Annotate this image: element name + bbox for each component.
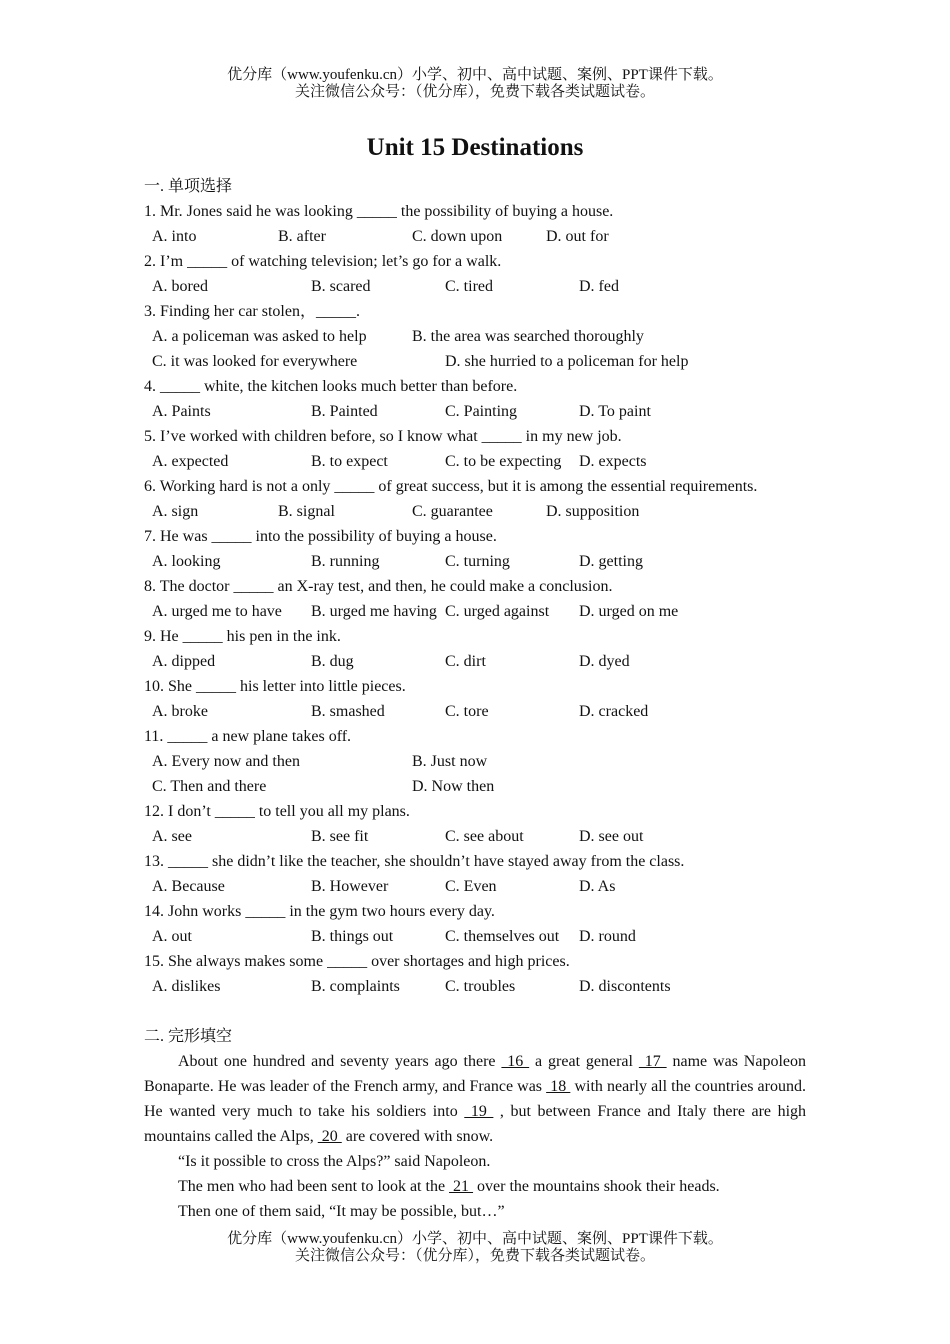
options-row [144, 324, 806, 349]
answer-option[interactable]: D. expects [579, 453, 647, 470]
section-1-title: 一. 单项选择 [144, 178, 233, 195]
answer-option[interactable]: B. scared [311, 278, 371, 295]
footer-line-2: 关注微信公众号：（优分库），免费下载各类试题试卷。 [294, 1248, 655, 1264]
passage-paragraph: Then one of them said, “It may be possible, but…” [178, 1203, 505, 1220]
answer-option[interactable]: A. expected [152, 453, 229, 470]
question-stem: 3. Finding her car stolen，_____. [144, 303, 360, 320]
answer-option[interactable]: A. into [152, 228, 197, 245]
document-body [144, 174, 806, 1224]
answer-option[interactable]: D. fed [579, 278, 619, 295]
blank-16: 16 [501, 1053, 530, 1070]
blank-19: 19 [464, 1103, 494, 1120]
answer-option[interactable]: A. broke [152, 703, 208, 720]
answer-option[interactable]: A. Because [152, 878, 225, 895]
passage-text: The men who had been sent to look at the [178, 1178, 450, 1195]
passage-text: a great general [529, 1053, 639, 1070]
answer-option[interactable]: B. urged me having [311, 603, 437, 620]
question-stem: 12. I don’t _____ to tell you all my plans. [144, 803, 410, 820]
header-line-2: 关注微信公众号：（优分库），免费下载各类试题试卷。 [294, 84, 655, 100]
answer-option[interactable]: B. signal [278, 503, 335, 520]
passage-paragraph: “Is it possible to cross the Alps?” said Napoleon. [178, 1153, 491, 1170]
question-stem: 1. Mr. Jones said he was looking _____ the possibility of buying a house. [144, 203, 614, 220]
answer-option[interactable]: B. Just now [412, 753, 488, 770]
question-stem: 2. I’m _____ of watching television; let’s go for a walk. [144, 253, 502, 270]
answer-option[interactable]: D. round [579, 928, 636, 945]
options-row [144, 549, 806, 574]
answer-option[interactable]: C. down upon [412, 228, 503, 245]
cloze-passage [144, 1049, 806, 1224]
answer-option[interactable]: C. Then and there [152, 778, 267, 795]
options-row [144, 649, 806, 674]
section-gap [144, 999, 806, 1024]
passage-text: are covered with snow. [341, 1128, 494, 1145]
answer-option[interactable]: B. complaints [311, 978, 400, 995]
answer-option[interactable]: D. dyed [579, 653, 630, 670]
answer-option[interactable]: D. she hurried to a policeman for help [445, 353, 689, 370]
blank-18: 18 [546, 1078, 571, 1095]
answer-option[interactable]: C. themselves out [445, 928, 560, 945]
answer-option[interactable]: B. after [278, 228, 326, 245]
question-stem: 14. John works _____ in the gym two hours every day. [144, 903, 495, 920]
answer-option[interactable]: C. tired [445, 278, 493, 295]
options-row [144, 274, 806, 299]
answer-option[interactable]: B. running [311, 553, 380, 570]
answer-option[interactable]: B. Painted [311, 403, 378, 420]
answer-option[interactable]: C. Even [445, 878, 497, 895]
answer-option[interactable]: A. urged me to have [152, 603, 282, 620]
footer-line-1: 优分库（www.youfenku.cn）小学、初中、高中试题、案例、PPT课件下载。 [227, 1231, 723, 1247]
answer-option[interactable]: D. out for [546, 228, 609, 245]
answer-option[interactable]: D. getting [579, 553, 643, 570]
answer-option[interactable]: C. Painting [445, 403, 518, 420]
options-row [144, 874, 806, 899]
answer-option[interactable]: B. things out [311, 928, 394, 945]
answer-option[interactable]: A. sign [152, 503, 199, 520]
options-row [144, 824, 806, 849]
passage-text: with nearly all the countries around. He wanted very much to take his soldiers into [144, 1078, 806, 1120]
blank-20: 20 [317, 1128, 342, 1145]
answer-option[interactable]: C. troubles [445, 978, 516, 995]
answer-option[interactable]: D. Now then [412, 778, 495, 795]
answer-option[interactable]: A. Paints [152, 403, 211, 420]
question-stem: 4. _____ white, the kitchen looks much better than before. [144, 378, 518, 395]
answer-option[interactable]: A. looking [152, 553, 221, 570]
answer-option[interactable]: C. turning [445, 553, 510, 570]
answer-option[interactable]: D. urged on me [579, 603, 679, 620]
options-row [144, 449, 806, 474]
section-2-title: 二. 完形填空 [144, 1028, 233, 1045]
answer-option[interactable]: B. see fit [311, 828, 369, 845]
answer-option[interactable]: A. dislikes [152, 978, 221, 995]
options-row [144, 749, 806, 774]
options-row [144, 224, 806, 249]
passage-text: name was Napoleon Bonaparte. He was leader of the French army, and France was [144, 1053, 807, 1095]
passage-paragraph [144, 1174, 806, 1199]
question-stem: 5. I’ve worked with children before, so I know what _____ in my new job. [144, 428, 622, 445]
passage-text: over the mountains shook their heads. [473, 1178, 720, 1195]
answer-option[interactable]: B. the area was searched thoroughly [412, 328, 644, 345]
answer-option[interactable]: A. bored [152, 278, 208, 295]
document-title: Unit 15 Destinations [366, 134, 584, 161]
options-row [144, 924, 806, 949]
answer-option[interactable]: C. it was looked for everywhere [152, 353, 358, 370]
options-row [144, 399, 806, 424]
blank-17: 17 [638, 1053, 667, 1070]
header-line-1: 优分库（www.youfenku.cn）小学、初中、高中试题、案例、PPT课件下载。 [227, 67, 723, 83]
answer-option[interactable]: D. To paint [579, 403, 651, 420]
answer-option[interactable]: A. dipped [152, 653, 216, 670]
question-stem: 9. He _____ his pen in the ink. [144, 628, 341, 645]
options-row [144, 499, 806, 524]
answer-option[interactable]: B. smashed [311, 703, 385, 720]
answer-option[interactable]: C. tore [445, 703, 489, 720]
answer-option[interactable]: A. a policeman was asked to help [152, 328, 367, 345]
question-stem: 10. She _____ his letter into little pieces. [144, 678, 406, 695]
page-header [0, 67, 950, 101]
answer-option[interactable]: A. see [152, 828, 192, 845]
answer-option[interactable]: A. out [152, 928, 192, 945]
passage-text: , but between France and Italy there are high mountains called the Alps, [144, 1103, 807, 1145]
question-stem: 13. _____ she didn’t like the teacher, she shouldn’t have stayed away from the class. [144, 853, 685, 870]
answer-option[interactable]: B. However [311, 878, 389, 895]
answer-option[interactable]: D. cracked [579, 703, 649, 720]
question-list [144, 199, 806, 999]
question-stem: 11. _____ a new plane takes off. [144, 728, 352, 745]
options-row [144, 974, 806, 999]
question-stem: 8. The doctor _____ an X-ray test, and then, he could make a conclusion. [144, 578, 613, 595]
blank-21: 21 [449, 1178, 474, 1195]
answer-option[interactable]: A. Every now and then [152, 753, 300, 770]
answer-option[interactable]: D. see out [579, 828, 644, 845]
answer-option[interactable]: C. urged against [445, 603, 550, 620]
question-stem: 15. She always makes some _____ over shortages and high prices. [144, 953, 570, 970]
options-row [144, 599, 806, 624]
options-row [144, 774, 806, 799]
answer-option[interactable]: D. discontents [579, 978, 671, 995]
answer-option[interactable]: C. to be expecting [445, 453, 562, 470]
passage-text: About one hundred and seventy years ago there [178, 1053, 502, 1070]
question-stem: 6. Working hard is not a only _____ of great success, but it is among the essential requirements. [144, 478, 758, 495]
answer-option[interactable]: B. to expect [311, 453, 388, 470]
options-row [144, 699, 806, 724]
answer-option[interactable]: D. As [579, 878, 616, 895]
options-row [144, 349, 806, 374]
question-stem: 7. He was _____ into the possibility of buying a house. [144, 528, 497, 545]
answer-option[interactable]: B. dug [311, 653, 354, 670]
answer-option[interactable]: C. dirt [445, 653, 486, 670]
answer-option[interactable]: C. see about [445, 828, 524, 845]
page-footer [0, 1231, 950, 1265]
answer-option[interactable]: D. supposition [546, 503, 640, 520]
passage-paragraph [144, 1049, 806, 1149]
answer-option[interactable]: C. guarantee [412, 503, 493, 520]
